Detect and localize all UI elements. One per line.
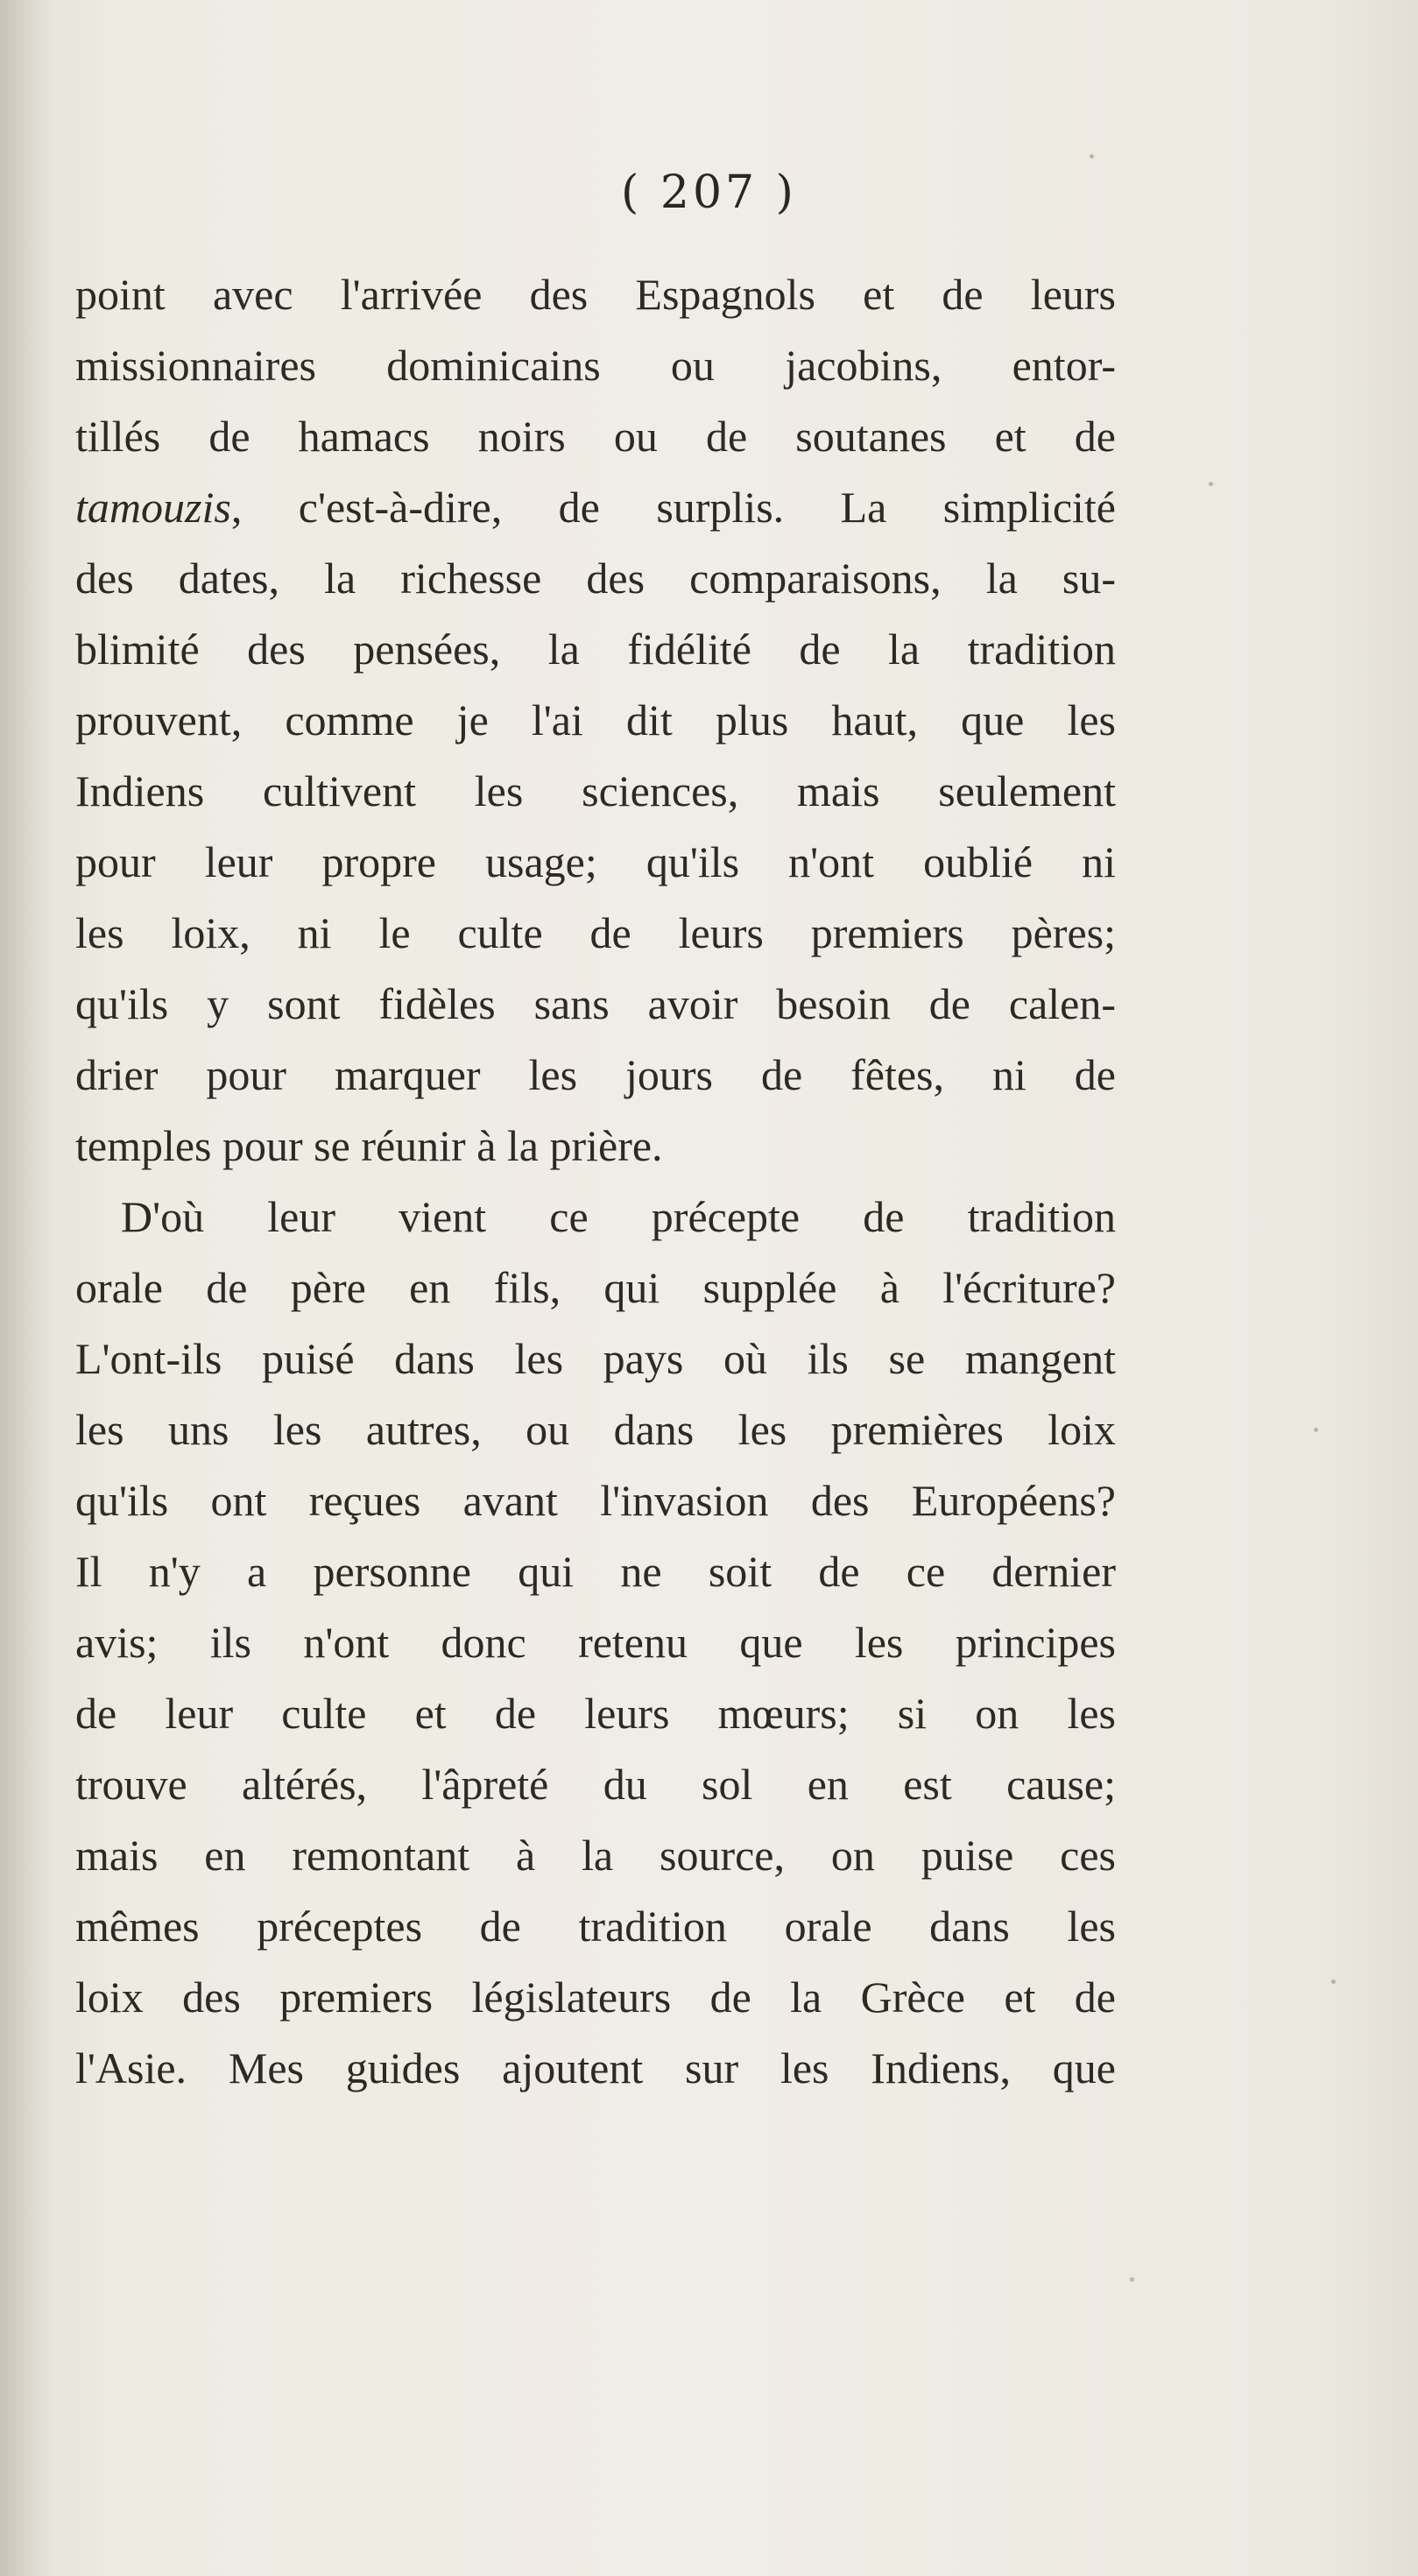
paper-speck	[1209, 482, 1213, 486]
text-line: les uns les autres, ou dans les premières loix	[75, 1405, 1116, 1454]
text-line: prouvent, comme je l'ai dit plus haut, que les	[75, 695, 1116, 745]
text-line: mais en remontant à la source, on puise ces	[75, 1831, 1116, 1880]
text-line: trouve altérés, l'âpreté du sol en est cause;	[75, 1760, 1116, 1809]
text-line: les loix, ni le culte de leurs premiers pères;	[75, 908, 1116, 957]
text-line: qu'ils ont reçues avant l'invasion des Européens?	[75, 1476, 1116, 1525]
text-line	[75, 472, 1116, 543]
text-line-paragraph-start: D'où leur vient ce précepte de tradition	[121, 1192, 1116, 1241]
paper-speck	[1331, 1980, 1336, 1984]
paper-speck	[1314, 1428, 1318, 1432]
text-line: L'ont-ils puisé dans les pays où ils se mangent	[75, 1334, 1116, 1383]
text-line: missionnaires dominicains ou jacobins, entor-	[75, 341, 1116, 390]
text-line-continuation: , c'est-à-dire, de surplis. La simplicité	[230, 483, 1116, 532]
paper-speck	[1090, 154, 1094, 159]
text-line: blimité des pensées, la fidélité de la tradition	[75, 625, 1116, 674]
paper-speck	[1130, 2277, 1134, 2282]
text-line-paragraph-end: temples pour se réunir à la prière.	[75, 1121, 663, 1170]
italic-word: tamouzis	[75, 483, 231, 532]
text-line: mêmes préceptes de tradition orale dans les	[75, 1902, 1116, 1951]
text-line: avis; ils n'ont donc retenu que les principes	[75, 1618, 1116, 1667]
text-line: des dates, la richesse des comparaisons, la su-	[75, 554, 1116, 603]
text-line: point avec l'arrivée des Espagnols et de leurs	[75, 270, 1116, 319]
text-line: orale de père en fils, qui supplée à l'écriture?	[75, 1263, 1116, 1312]
text-line: loix des premiers législateurs de la Grèce et de	[75, 1973, 1116, 2022]
text-line: l'Asie. Mes guides ajoutent sur les Indiens, que	[75, 2043, 1116, 2093]
text-line: drier pour marquer les jours de fêtes, ni de	[75, 1050, 1116, 1099]
text-line: pour leur propre usage; qu'ils n'ont oublié ni	[75, 837, 1116, 886]
page-number: ( 207 )	[621, 166, 797, 219]
body-text	[75, 259, 1116, 2104]
binding-shadow	[0, 0, 53, 2576]
text-line: qu'ils y sont fidèles sans avoir besoin de calen-	[75, 979, 1116, 1028]
text-line: Indiens cultivent les sciences, mais seulement	[75, 766, 1116, 815]
text-line: de leur culte et de leurs mœurs; si on les	[75, 1689, 1116, 1738]
text-line: tillés de hamacs noirs ou de soutanes et de	[75, 412, 1116, 461]
text-line: Il n'y a personne qui ne soit de ce dernier	[75, 1547, 1116, 1596]
